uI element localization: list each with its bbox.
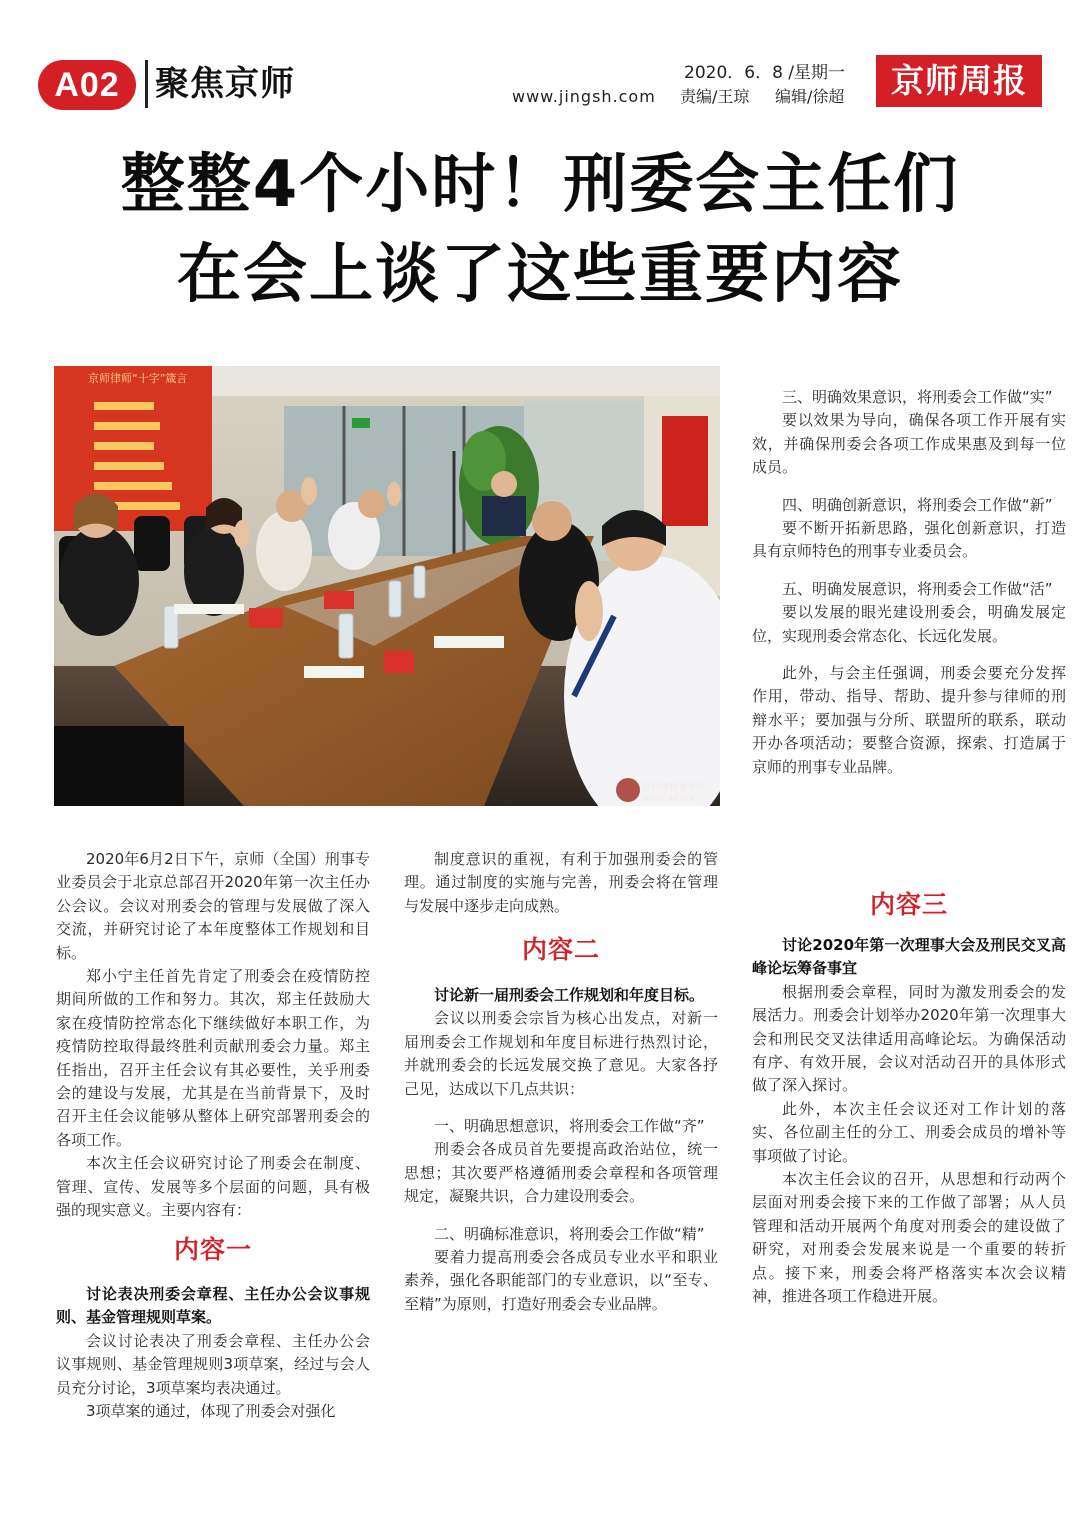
subheading: 讨论新一届刑委会工作规划和年度目标。	[434, 986, 705, 1004]
paragraph: 本次主任会议研究讨论了刑委会在制度、管理、宣传、发展等多个层面的问题，具有极强的现实意义。主要内容有：	[56, 1154, 370, 1220]
column-2-top	[404, 848, 718, 918]
paragraph: 本次主任会议的召开，从思想和行动两个层面对刑委会接下来的工作做了部署；从人员管理和活动开展两个角度对刑委会的建设做了研究，对刑委会发展来说是一个重要的转折点。接下来，刑委会将严格落实本次会议精神，推进各项工作稳进开展。	[752, 1170, 1066, 1306]
paragraph: 此外，本次主任会议还对工作计划的落实、各位副主任的分工、刑委会成员的增补等事项做了讨论。	[752, 1099, 1066, 1165]
paragraph: 制度意识的重视，有利于加强刑委会的管理。通过制度的实施与完善，刑委会将在管理与发展中逐步走向成熟。	[404, 850, 718, 915]
paragraph: 要着力提高刑委会各成员专业水平和职业素养，强化各职能部门的专业意识，以“至专、至精”为原则，打造好刑委会专业品牌。	[404, 1248, 718, 1313]
editor: 编辑/徐超	[775, 87, 845, 106]
column-1-top	[56, 848, 370, 1223]
paragraph: 要不断开拓新思路，强化创新意识，打造具有京师特色的刑事专业委员会。	[752, 519, 1066, 561]
column-1-bottom	[56, 1283, 370, 1423]
issue-date: 2020．6．8 /星期一	[684, 63, 846, 83]
paragraph: 要以发展的眼光建设刑委会，明确发展定位，实现刑委会常态化、长远化发展。	[752, 603, 1066, 645]
subheading: 讨论表决刑委会章程、主任办公会议事规则、基金管理规则草案。	[56, 1285, 370, 1327]
point-heading: 四、明确创新意识，将刑委会工作做“新”	[782, 495, 1053, 514]
paragraph: 会议以刑委会宗旨为核心出发点，对新一届刑委会工作规划和年度目标进行热烈讨论，并就刑委会的长远发展交换了意见。大家各抒己见，达成以下几点共识：	[404, 1009, 718, 1098]
photo-watermark: 京师律师事务所	[642, 783, 706, 793]
banner-title: 京师律师“十字”箴言	[88, 372, 188, 385]
section-heading-2: 内容二	[521, 935, 600, 964]
column-3-top	[752, 386, 1066, 779]
point-heading: 五、明确发展意识，将刑委会工作做“活”	[782, 579, 1053, 598]
column-3-bottom	[752, 934, 1066, 1309]
paragraph: 要以效果为导向，确保各项工作开展有实效，并确保刑委会各项工作成果惠及到每一位成员。	[752, 411, 1066, 477]
paragraph: 刑委会各成员首先要提高政治站位，统一思想；其次要严格遵循刑委会章程和各项管理规定，凝聚共识，合力建设刑委会。	[404, 1140, 718, 1206]
headline	[40, 140, 1040, 320]
paragraph: 郑小宁主任首先肯定了刑委会在疫情防控期间所做的工作和努力。其次，郑主任鼓励大家在疫情防控常态化下继续做好本职工作，为疫情防控取得最终胜利贡献刑委会力量。郑主任指出，召开主任会议有其必要性，关乎刑委会的建设与发展，尤其是在当前背景下，及时召开主任会议能够从整体上研究部署刑委会的各项工作。	[56, 967, 370, 1149]
paragraph: 会议讨论表决了刑委会章程、主任办公会议事规则、基金管理规则3项草案，经过与会人员充分讨论，3项草案均表决通过。	[56, 1331, 370, 1397]
header-divider	[145, 60, 148, 108]
point-heading: 二、明确标准意识，将刑委会工作做“精”	[434, 1224, 705, 1243]
section-title: 聚焦京师	[155, 64, 295, 104]
masthead-logo: 京师周报	[876, 55, 1042, 107]
point-heading: 一、明确思想意识，将刑委会工作做“齐”	[434, 1117, 705, 1136]
headline-line2: 在会上谈了这些重要内容	[177, 238, 903, 312]
paragraph: 此外，与会主任强调，刑委会要充分发挥作用，带动、指导、帮助、提升参与律师的刑辩水平；要加强与分所、联盟所的联系，联动开办各项活动；要整合资源，探索、打造属于京师的刑事专业品牌。	[752, 664, 1066, 776]
website-link[interactable]: www.jingsh.com	[512, 87, 656, 106]
section-heading-3: 内容三	[869, 890, 948, 919]
paragraph: 3项草案的通过，体现了刑委会对强化	[86, 1402, 336, 1421]
point-heading: 三、明确效果意识，将刑委会工作做“实”	[782, 388, 1053, 406]
responsible-editor: 责编/王琼	[680, 87, 750, 106]
meeting-photo	[54, 366, 720, 806]
headline-line1: 整整4个小时！刑委会主任们	[120, 148, 960, 222]
page-number-badge: A02	[38, 60, 136, 110]
subheading: 讨论2020年第一次理事大会及刑民交叉高峰论坛筹备事宜	[752, 936, 1066, 978]
paragraph: 2020年6月2日下午，京师（全国）刑事专业委员会于北京总部召开2020年第一次主任办公会议。会议对刑委会的管理与发展做了深入交流，并研究讨论了本年度整体工作规划和目标。	[56, 850, 370, 962]
section-heading-1: 内容一	[173, 1235, 252, 1264]
paragraph: 根据刑委会章程，同时为激发刑委会的发展活力。刑委会计划举办2020年第一次理事大会和刑民交叉法律适用高峰论坛。为确保活动有序、有效开展，会议对活动召开的具体形式做了深入探讨。	[752, 982, 1066, 1095]
column-2-bottom	[404, 984, 718, 1316]
photo-watermark-en: JINGSH LAW FIRM	[642, 796, 695, 803]
